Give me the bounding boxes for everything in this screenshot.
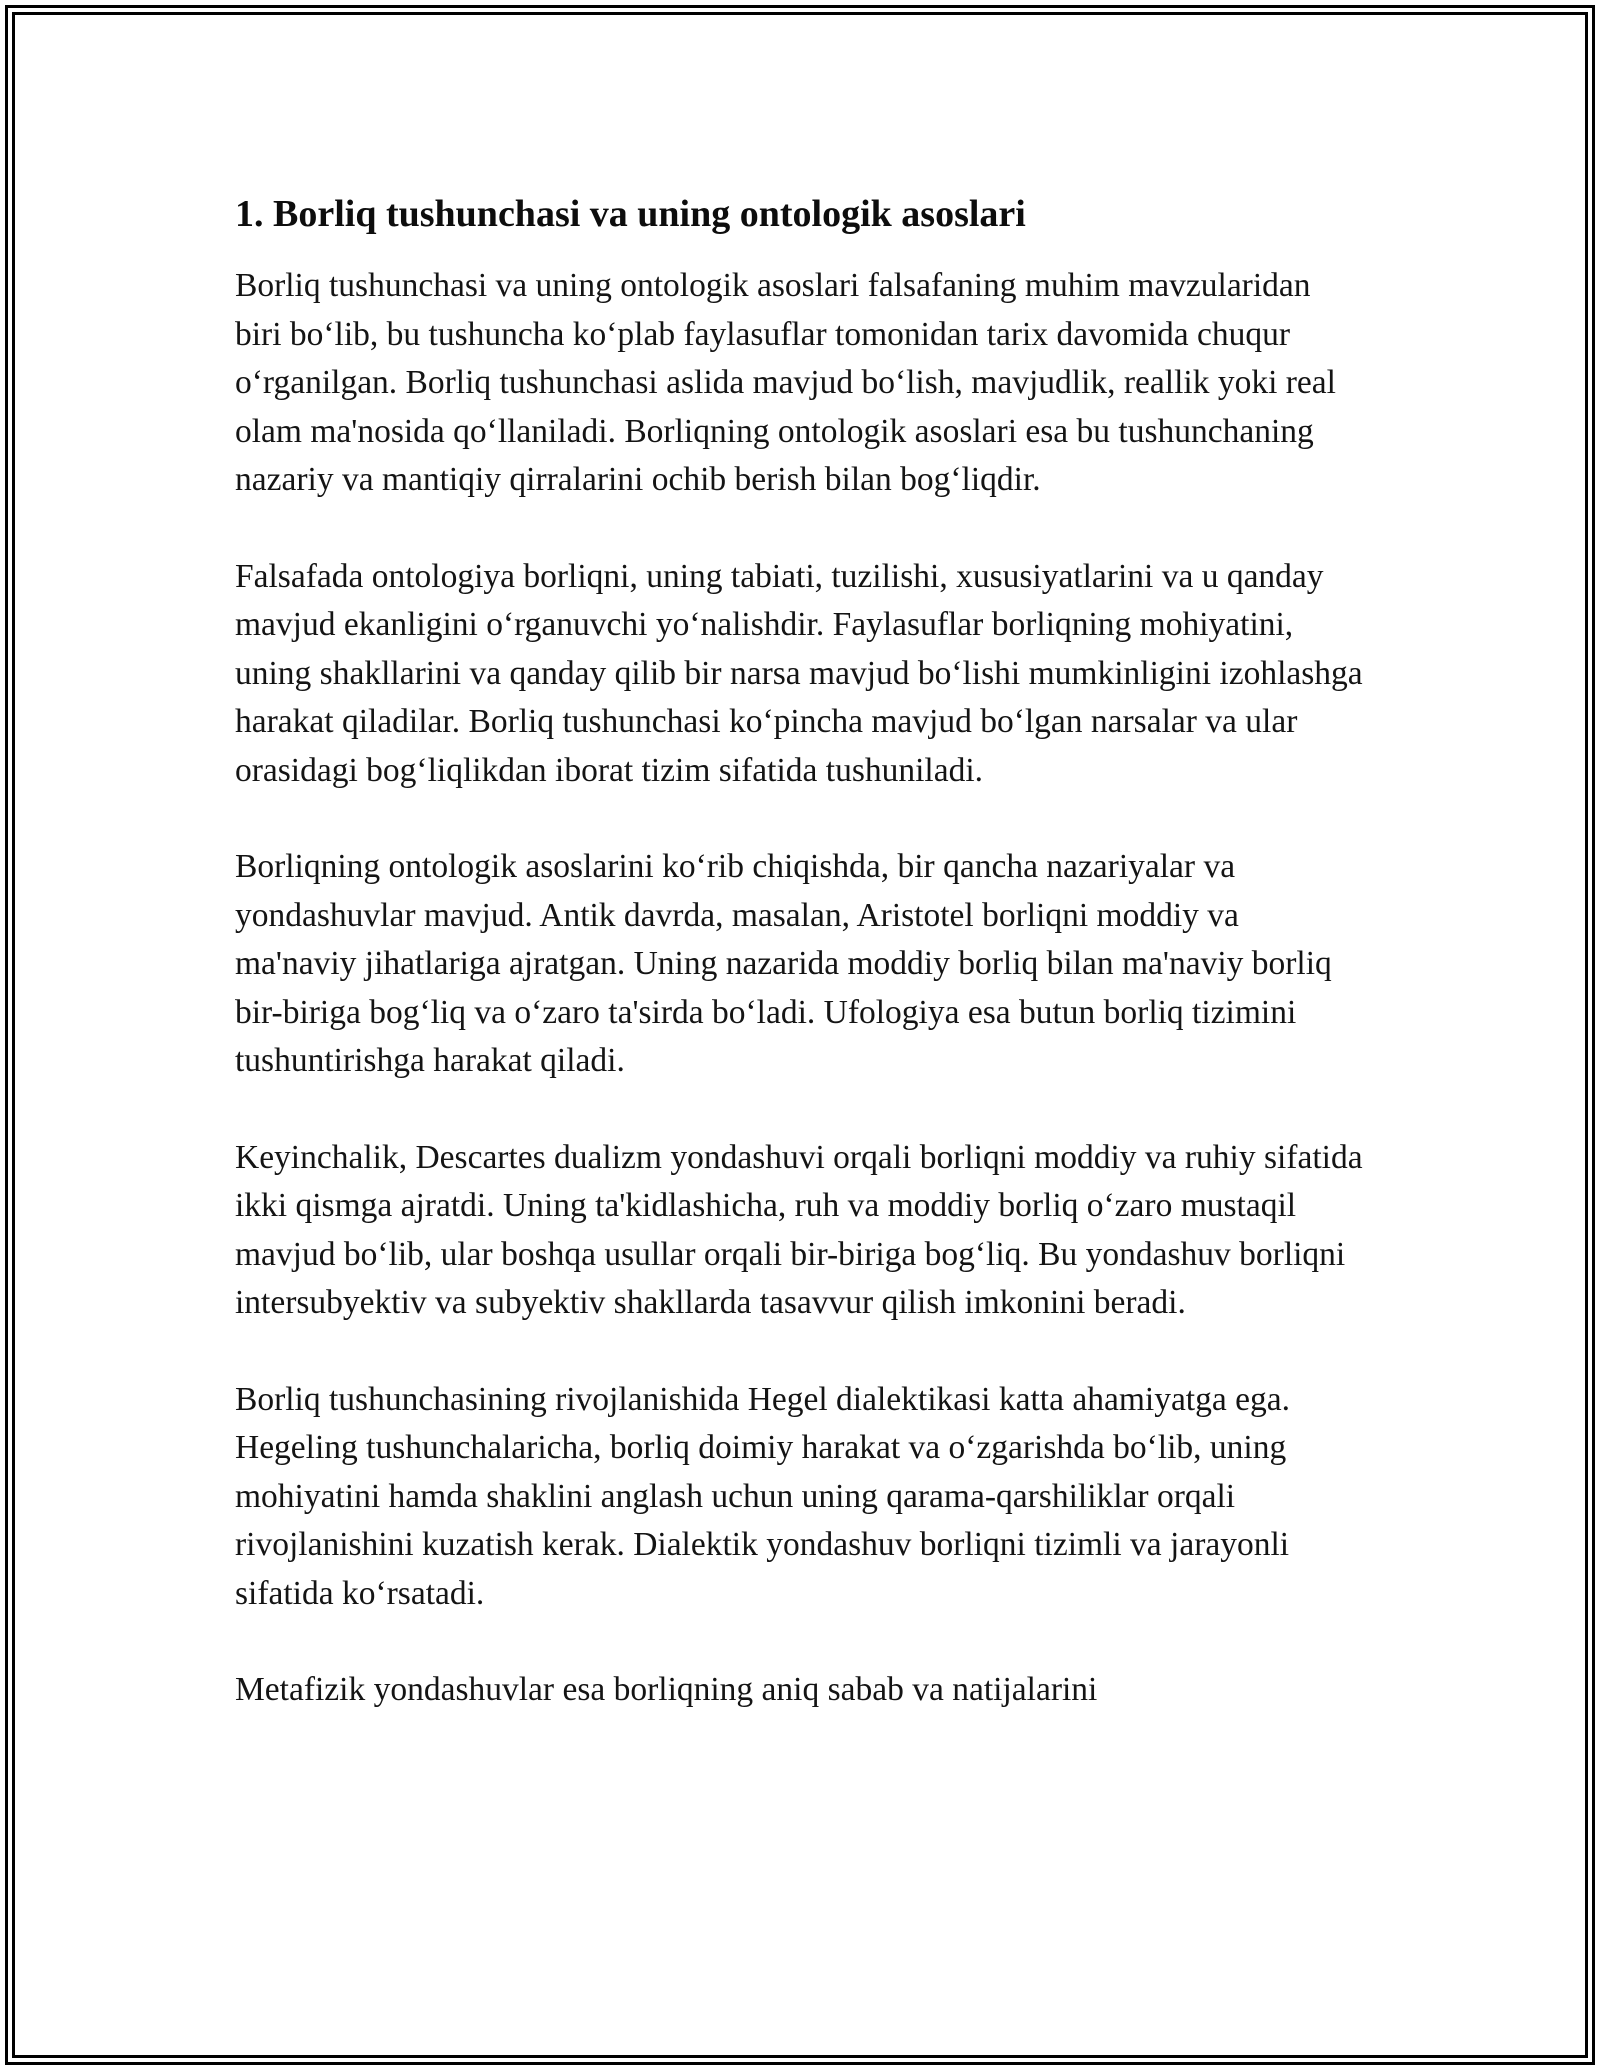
paragraph-2: Falsafada ontologiya borliqni, uning tabiati, tuzilishi, xususiyatlarini va u qanday mavjud ekanligini o‘rganuvchi yo‘nalishdir. Faylasuflar borliqning mohiyatini, uning shakllarini va qanday qilib bir narsa mavjud bo‘lishi mumkinligini izohlashga harakat qiladilar. Borliq tushunchasi ko‘pincha mavjud bo‘lgan narsalar va ular orasidagi bog‘liqlikdan iborat tizim sifatida tushuniladi.	[235, 557, 1363, 789]
section-heading: 1. Borliq tushunchasi va uning ontologik asoslari	[235, 193, 1026, 235]
paragraph-1: Borliq tushunchasi va uning ontologik asoslari falsafaning muhim mavzularidan biri bo‘lib, bu tushuncha ko‘plab faylasuflar tomonidan tarix davomida chuqur o‘rganilgan. Borliq tushunchasi aslida mavjud bo‘lish, mavjudlik, reallik yoki real olam ma'nosida qo‘llaniladi. Borliqning ontologik asoslari esa bu tushunchaning nazariy va mantiqiy qirralarini ochib berish bilan bog‘liqdir.	[235, 267, 1336, 498]
paragraph-3: Borliqning ontologik asoslarini ko‘rib chiqishda, bir qancha nazariyalar va yondashuvlar mavjud. Antik davrda, masalan, Aristotel borliqni moddiy va ma'naviy jihatlariga ajratgan. Uning nazarida moddiy borliq bilan ma'naviy borliq bir-biriga bog‘liq va o‘zaro ta'sirda bo‘ladi. Ufologiya esa butun borliq tizimini tushuntirishga harakat qiladi.	[235, 848, 1332, 1079]
document-body	[235, 188, 1365, 1763]
paragraph-5: Borliq tushunchasining rivojlanishida Hegel dialektikasi katta ahamiyatga ega. Hegeling tushunchalaricha, borliq doimiy harakat va o‘zgarishda bo‘lib, uning mohiyatini hamda shaklini anglash uchun uning qarama-qarshiliklar orqali rivojlanishini kuzatish kerak. Dialektik yondashuv borliqni tizimli va jarayonli sifatida ko‘rsatadi.	[235, 1380, 1290, 1612]
paragraph-4: Keyinchalik, Descartes dualizm yondashuvi orqali borliqni moddiy va ruhiy sifatida ikki qismga ajratdi. Uning ta'kidlashicha, ruh va moddiy borliq o‘zaro mustaqil mavjud bo‘lib, ular boshqa usullar orqali bir-biriga bog‘liq. Bu yondashuv borliqni intersubyektiv va subyektiv shakllarda tasavvur qilish imkonini beradi.	[235, 1138, 1363, 1321]
paragraph-6: Metafizik yondashuvlar esa borliqning aniq sabab va natijalarini	[235, 1671, 1098, 1708]
